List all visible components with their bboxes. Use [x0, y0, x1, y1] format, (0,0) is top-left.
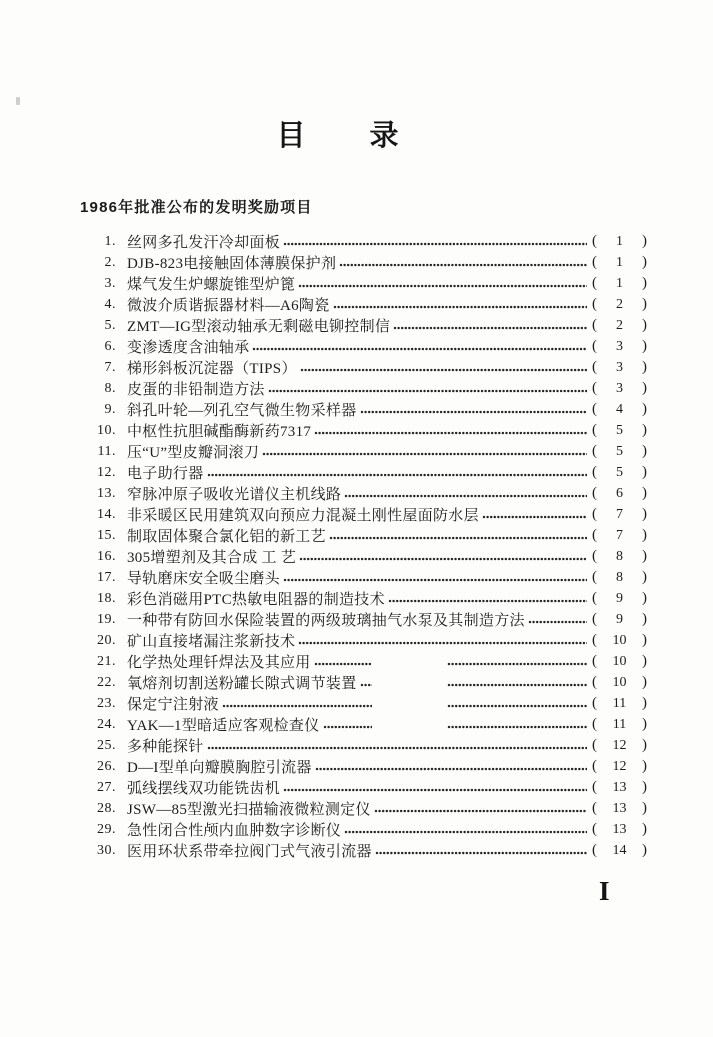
dot-leader [283, 777, 587, 798]
close-paren: ) [642, 632, 647, 648]
folio-page-number: I [599, 876, 610, 906]
entry-page-number: 9 [616, 591, 623, 606]
entry-pageref [592, 590, 647, 607]
entry-number: 15. [97, 527, 116, 543]
dot-leader [329, 525, 587, 546]
close-paren: ) [642, 296, 647, 312]
dot-leader [375, 840, 587, 861]
entry-pageref [592, 779, 647, 796]
entry-title: D—I型单向瓣膜胸腔引流器 [127, 760, 312, 776]
close-paren: ) [642, 464, 647, 480]
dot-leader [482, 504, 587, 525]
open-paren: ( [592, 695, 597, 711]
close-paren: ) [642, 275, 647, 291]
open-paren: ( [592, 506, 597, 522]
open-paren: ( [592, 653, 597, 669]
entry-number: 1. [104, 233, 116, 249]
open-paren: ( [592, 842, 597, 858]
entry-page-number: 3 [616, 381, 623, 396]
entry-page-number: 2 [616, 297, 623, 312]
dot-leader [252, 336, 587, 357]
open-paren: ( [592, 737, 597, 753]
toc-entry [90, 630, 647, 651]
entry-number: 27. [97, 779, 116, 795]
entry-number: 8. [104, 380, 116, 396]
open-paren: ( [592, 233, 597, 249]
entry-pageref [592, 359, 647, 376]
entry-pageref [592, 674, 647, 691]
entry-title: 矿山直接堵漏注浆新技术 [127, 634, 296, 650]
entry-pageref [592, 653, 647, 670]
entry-page-number: 10 [612, 633, 627, 648]
close-paren: ) [642, 590, 647, 606]
dot-leader [339, 252, 587, 273]
toc-entry [90, 483, 647, 504]
dot-leader [298, 630, 587, 651]
entry-number: 20. [97, 632, 116, 648]
close-paren: ) [642, 401, 647, 417]
entry-page-number: 5 [616, 423, 623, 438]
close-paren: ) [642, 779, 647, 795]
open-paren: ( [592, 296, 597, 312]
close-paren: ) [642, 821, 647, 837]
entry-page-number: 5 [616, 444, 623, 459]
dot-leader [222, 693, 587, 714]
close-paren: ) [642, 695, 647, 711]
entry-number: 4. [104, 296, 116, 312]
entry-number: 17. [97, 569, 116, 585]
entry-pageref [592, 317, 647, 334]
entry-page-number: 7 [616, 528, 623, 543]
open-paren: ( [592, 779, 597, 795]
entry-number: 9. [104, 401, 116, 417]
entry-page-number: 4 [616, 402, 623, 417]
toc-entry [90, 840, 647, 861]
entry-page-number: 7 [616, 507, 623, 522]
entry-title: 保定宁注射液 [127, 697, 219, 713]
entry-pageref [592, 485, 647, 502]
dot-leader [298, 273, 587, 294]
entry-title: YAK—1型暗适应客观检查仪 [127, 718, 320, 734]
close-paren: ) [642, 548, 647, 564]
dot-leader [344, 483, 587, 504]
entry-title: 氧熔剂切割送粉罐长隙式调节装置 [127, 676, 357, 692]
scan-artifact [16, 97, 20, 105]
open-paren: ( [592, 443, 597, 459]
toc-entry [90, 756, 647, 777]
entry-title: 非采暖区民用建筑双向预应力混凝土刚性屋面防水层 [127, 508, 479, 524]
section-heading: 1986年批准公布的发明奖励项目 [80, 199, 313, 216]
toc-entry [90, 798, 647, 819]
entry-pageref [592, 716, 647, 733]
entry-number: 2. [104, 254, 116, 270]
entry-title: 梯形斜板沉淀器（TIPS） [127, 361, 297, 377]
entry-pageref [592, 611, 647, 628]
dot-leader [333, 294, 587, 315]
close-paren: ) [642, 737, 647, 753]
close-paren: ) [642, 338, 647, 354]
entry-title: 化学热处理钎焊法及其应用 [127, 655, 311, 671]
entry-number: 19. [97, 611, 116, 627]
close-paren: ) [642, 611, 647, 627]
entry-pageref [592, 233, 647, 250]
dot-leader [283, 567, 587, 588]
dot-leader [528, 609, 587, 630]
entry-title: 医用环状系带牵拉阀门式气液引流器 [127, 844, 372, 860]
close-paren: ) [642, 758, 647, 774]
dot-leader [207, 462, 587, 483]
entry-page-number: 1 [616, 276, 623, 291]
entry-number: 10. [97, 422, 116, 438]
entry-title: JSW—85型激光扫描输液微粒测定仪 [127, 802, 371, 818]
entry-pageref [592, 401, 647, 418]
toc-entry [90, 714, 647, 735]
open-paren: ( [592, 632, 597, 648]
entry-number: 6. [104, 338, 116, 354]
open-paren: ( [592, 359, 597, 375]
entry-title: 微波介质谐振器材料—A6陶瓷 [127, 298, 330, 314]
entry-page-number: 11 [612, 696, 627, 711]
entry-page-number: 10 [612, 654, 627, 669]
open-paren: ( [592, 275, 597, 291]
dot-leader [299, 546, 587, 567]
entry-page-number: 10 [612, 675, 627, 690]
toc-entry [90, 294, 647, 315]
entry-number: 21. [97, 653, 116, 669]
dot-leader [360, 399, 587, 420]
dot-leader [283, 231, 587, 252]
entry-title: 斜孔叶轮—列孔空气微生物采样器 [127, 403, 357, 419]
toc-entry [90, 504, 647, 525]
entry-page-number: 8 [616, 549, 623, 564]
toc-entry [90, 693, 647, 714]
entry-title: ZMT—IG型滚动轴承无剩磁电铆控制信 [127, 319, 391, 335]
entry-page-number: 8 [616, 570, 623, 585]
entry-pageref [592, 464, 647, 481]
entry-pageref [592, 275, 647, 292]
entry-page-number: 5 [616, 465, 623, 480]
close-paren: ) [642, 569, 647, 585]
entry-pageref [592, 800, 647, 817]
open-paren: ( [592, 464, 597, 480]
toc-list [90, 231, 647, 861]
entry-title: 皮蛋的非铅制造方法 [127, 382, 265, 398]
entry-number: 30. [97, 842, 116, 858]
entry-page-number: 6 [616, 486, 623, 501]
dot-leader [314, 420, 587, 441]
dot-leader [315, 756, 587, 777]
open-paren: ( [592, 401, 597, 417]
entry-number: 18. [97, 590, 116, 606]
entry-title: 电子助行器 [127, 466, 204, 482]
close-paren: ) [642, 380, 647, 396]
page-title: 目 录 [276, 120, 401, 152]
entry-number: 16. [97, 548, 116, 564]
close-paren: ) [642, 485, 647, 501]
close-paren: ) [642, 800, 647, 816]
close-paren: ) [642, 674, 647, 690]
dot-leader [388, 588, 587, 609]
entry-page-number: 3 [616, 360, 623, 375]
entry-number: 5. [104, 317, 116, 333]
close-paren: ) [642, 359, 647, 375]
entry-pageref [592, 695, 647, 712]
entry-number: 14. [97, 506, 116, 522]
entry-title: 急性闭合性颅内血肿数字诊断仪 [127, 823, 342, 839]
entry-pageref [592, 737, 647, 754]
entry-title: 中枢性抗胆碱酯酶新药7317 [127, 424, 312, 440]
toc-entry [90, 315, 647, 336]
entry-page-number: 1 [616, 255, 623, 270]
entry-pageref [592, 506, 647, 523]
dot-leader [300, 357, 587, 378]
entry-title: 压“U”型皮瓣洞滚刀 [127, 445, 260, 461]
dot-leader [393, 315, 587, 336]
toc-entry [90, 420, 647, 441]
entry-page-number: 12 [612, 738, 627, 753]
close-paren: ) [642, 653, 647, 669]
toc-entry [90, 231, 647, 252]
open-paren: ( [592, 527, 597, 543]
entry-page-number: 2 [616, 318, 623, 333]
entry-page-number: 11 [612, 717, 627, 732]
toc-entry [90, 462, 647, 483]
close-paren: ) [642, 254, 647, 270]
dot-leader [360, 672, 587, 693]
close-paren: ) [642, 506, 647, 522]
dot-leader [207, 735, 587, 756]
open-paren: ( [592, 758, 597, 774]
open-paren: ( [592, 590, 597, 606]
entry-number: 23. [97, 695, 116, 711]
entry-pageref [592, 296, 647, 313]
entry-title: 煤气发生炉螺旋锥型炉篦 [127, 277, 296, 293]
open-paren: ( [592, 422, 597, 438]
entry-pageref [592, 842, 647, 859]
toc-entry [90, 819, 647, 840]
dot-leader [323, 714, 587, 735]
toc-entry [90, 357, 647, 378]
entry-page-number: 14 [612, 843, 627, 858]
entry-pageref [592, 632, 647, 649]
toc-entry [90, 399, 647, 420]
entry-number: 25. [97, 737, 116, 753]
entry-number: 3. [104, 275, 116, 291]
open-paren: ( [592, 569, 597, 585]
toc-entry [90, 336, 647, 357]
close-paren: ) [642, 317, 647, 333]
toc-entry [90, 735, 647, 756]
entry-number: 22. [97, 674, 116, 690]
open-paren: ( [592, 821, 597, 837]
close-paren: ) [642, 233, 647, 249]
entry-pageref [592, 443, 647, 460]
entry-pageref [592, 527, 647, 544]
open-paren: ( [592, 800, 597, 816]
entry-title: 305增塑剂及其合成 工 艺 [127, 550, 297, 566]
entry-number: 26. [97, 758, 116, 774]
entry-page-number: 9 [616, 612, 623, 627]
entry-title: 弧线摆线双功能铣齿机 [127, 781, 281, 797]
entry-title: 变渗透度含油轴承 [127, 340, 250, 356]
toc-entry [90, 672, 647, 693]
toc-entry [90, 441, 647, 462]
entry-title: 彩色消磁用PTC热敏电阻器的制造技术 [127, 592, 385, 608]
open-paren: ( [592, 716, 597, 732]
entry-title: 一种带有防回水保险装置的两级玻璃抽气水泵及其制造方法 [127, 613, 525, 629]
close-paren: ) [642, 716, 647, 732]
entry-title: 制取固体聚合氯化铝的新工艺 [127, 529, 326, 545]
entry-number: 13. [97, 485, 116, 501]
entry-page-number: 1 [616, 234, 623, 249]
entry-number: 24. [97, 716, 116, 732]
dot-leader [344, 819, 587, 840]
entry-page-number: 13 [612, 780, 627, 795]
dot-leader [314, 651, 587, 672]
entry-number: 28. [97, 800, 116, 816]
entry-pageref [592, 380, 647, 397]
entry-title: DJB-823电接触固体薄膜保护剂 [127, 256, 337, 272]
open-paren: ( [592, 317, 597, 333]
entry-number: 12. [97, 464, 116, 480]
dot-leader [374, 798, 587, 819]
entry-number: 11. [97, 443, 116, 459]
open-paren: ( [592, 548, 597, 564]
entry-title: 丝网多孔发汗冷却面板 [127, 235, 281, 251]
close-paren: ) [642, 842, 647, 858]
toc-entry [90, 252, 647, 273]
entry-pageref [592, 569, 647, 586]
entry-number: 7. [104, 359, 116, 375]
entry-pageref [592, 338, 647, 355]
entry-pageref [592, 422, 647, 439]
open-paren: ( [592, 611, 597, 627]
entry-title: 窄脉冲原子吸收光谱仪主机线路 [127, 487, 342, 503]
entry-page-number: 3 [616, 339, 623, 354]
toc-entry [90, 546, 647, 567]
entry-pageref [592, 821, 647, 838]
toc-entry [90, 273, 647, 294]
dot-leader [262, 441, 587, 462]
open-paren: ( [592, 338, 597, 354]
entry-pageref [592, 758, 647, 775]
entry-title: 多种能探针 [127, 739, 204, 755]
entry-pageref [592, 548, 647, 565]
toc-entry [90, 777, 647, 798]
toc-entry [90, 567, 647, 588]
entry-page-number: 12 [612, 759, 627, 774]
close-paren: ) [642, 422, 647, 438]
toc-entry [90, 588, 647, 609]
entry-pageref [592, 254, 647, 271]
open-paren: ( [592, 674, 597, 690]
toc-entry [90, 609, 647, 630]
toc-entry [90, 651, 647, 672]
toc-entry [90, 525, 647, 546]
toc-entry [90, 378, 647, 399]
close-paren: ) [642, 527, 647, 543]
open-paren: ( [592, 254, 597, 270]
entry-title: 导轨磨床安全吸尘磨头 [127, 571, 281, 587]
open-paren: ( [592, 380, 597, 396]
open-paren: ( [592, 485, 597, 501]
close-paren: ) [642, 443, 647, 459]
entry-page-number: 13 [612, 801, 627, 816]
dot-leader [268, 378, 587, 399]
entry-number: 29. [97, 821, 116, 837]
entry-page-number: 13 [612, 822, 627, 837]
